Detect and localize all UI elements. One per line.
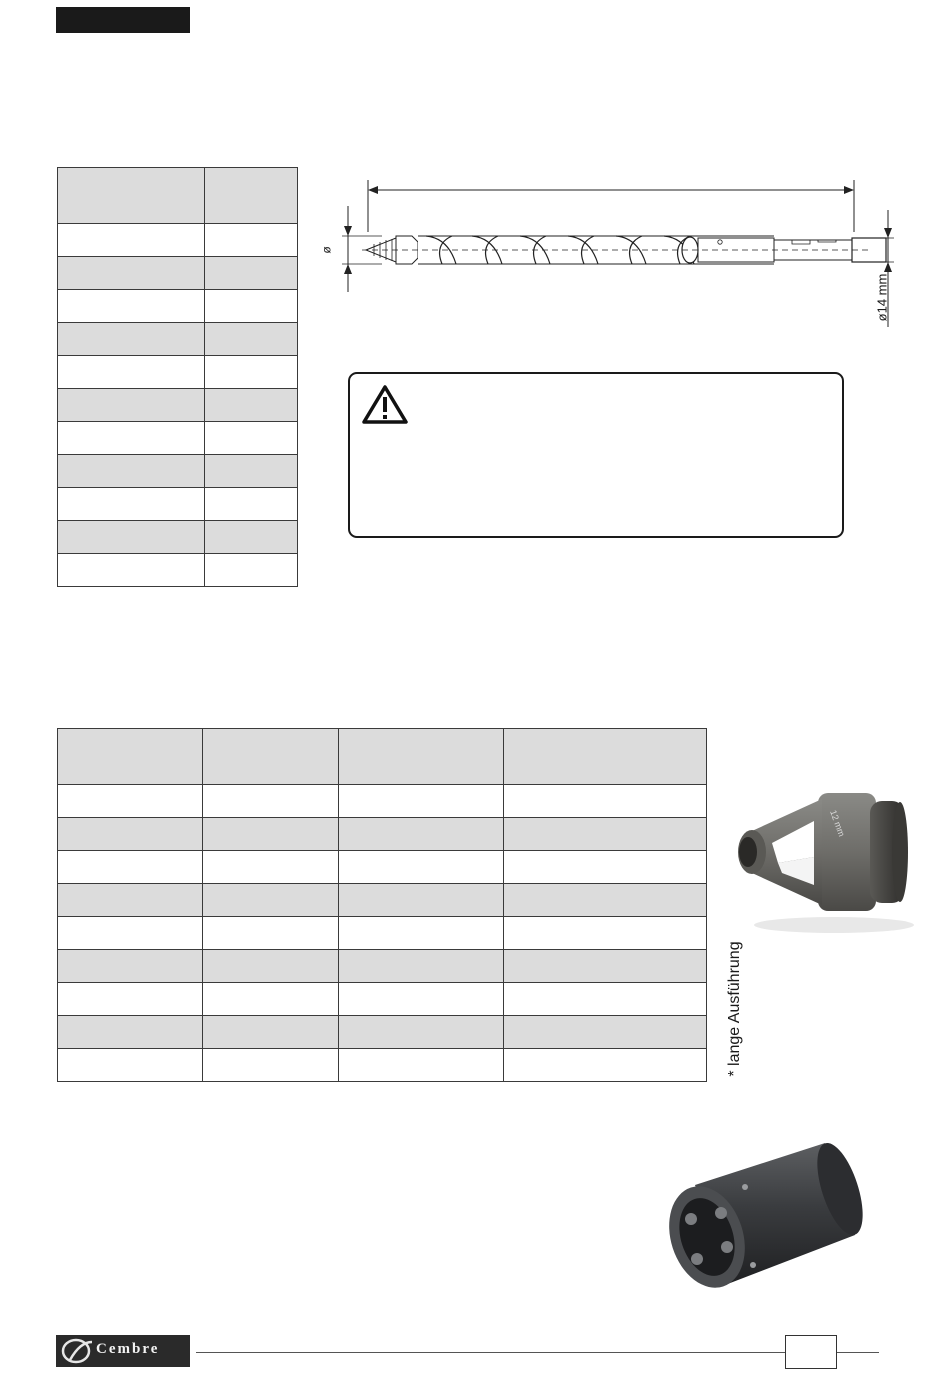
table-row [58,422,298,455]
brand-name: Cembre [96,1341,160,1357]
table-header-row [58,168,298,224]
table-row [58,455,298,488]
table-row [58,554,298,587]
table-row [58,983,707,1016]
table-row [58,1049,707,1082]
table-row [58,389,298,422]
side-note: * lange Ausführung [726,941,743,1077]
table-row [58,884,707,917]
table-row [58,290,298,323]
svg-text:12 mm: 12 mm [828,808,847,838]
table-row [58,950,707,983]
diameter-symbol-label: ø [319,246,334,254]
shank-diameter-label: ø14 mm [874,273,890,322]
cutter-spec-table [57,728,707,1082]
table-row [58,224,298,257]
table-row [58,917,707,950]
brand-logo [56,1335,190,1367]
warning-box [348,372,844,538]
drill-bit-drawing [319,172,902,342]
cone-cutter-photo [722,765,922,940]
table-header-row [58,729,707,785]
page-number-box [785,1335,837,1369]
table-row [58,1016,707,1049]
warning-triangle-icon [362,384,408,424]
table-row [58,488,298,521]
table-row [58,521,298,554]
table-row [58,785,707,818]
cylindrical-cutter-photo [655,1135,865,1305]
table-row [58,851,707,884]
table-row [58,356,298,389]
header-tab [56,7,190,33]
table-row [58,323,298,356]
table-row [58,818,707,851]
table-row [58,257,298,290]
brand-swirl-icon [60,1338,98,1364]
footer-rule [196,1352,879,1353]
drill-spec-table [57,167,298,587]
